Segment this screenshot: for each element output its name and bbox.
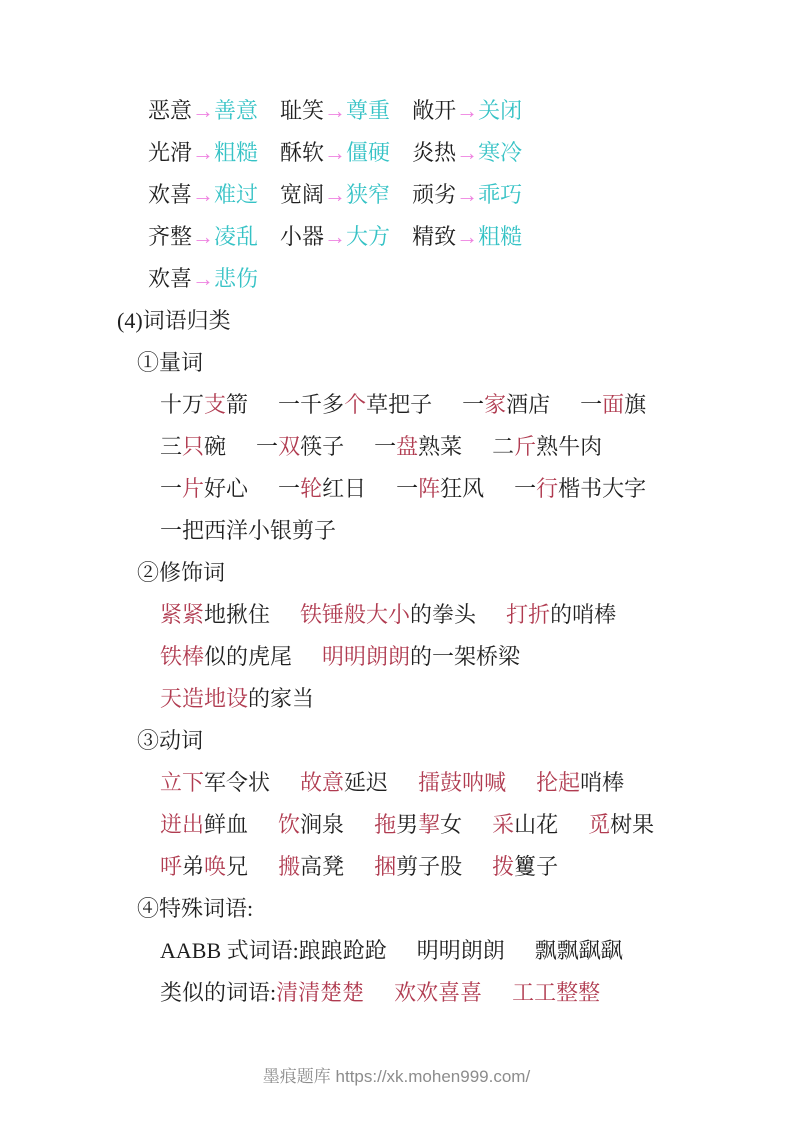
subheading-special-words <box>0 888 793 930</box>
text-segment: 酥软 <box>280 140 325 165</box>
phrase-group <box>160 510 336 552</box>
phrase-group <box>512 972 600 1014</box>
text-segment: 一 <box>396 476 419 501</box>
modifiers-line-3 <box>0 678 793 720</box>
phrase-group <box>492 804 558 846</box>
text-segment: 只 <box>182 434 205 459</box>
text-segment: 天造地设 <box>160 686 249 711</box>
text-segment: 女 <box>440 812 463 837</box>
text-segment: 难过 <box>214 182 259 207</box>
text-segment: 双 <box>278 434 301 459</box>
measure-words-line-3 <box>0 468 793 510</box>
phrase-group <box>418 762 506 804</box>
text-segment: 顽劣 <box>412 182 457 207</box>
phrase-group <box>278 468 366 510</box>
verbs-line-2 <box>0 804 793 846</box>
document-body <box>0 90 793 1014</box>
text-segment: 一 <box>374 434 397 459</box>
text-segment: 飘飘飖飖 <box>534 938 623 963</box>
text-segment: 精致 <box>412 224 457 249</box>
text-segment: 欢喜 <box>148 182 193 207</box>
text-segment: 一 <box>160 476 183 501</box>
text-segment: 山花 <box>514 812 559 837</box>
phrase-group <box>322 636 520 678</box>
measure-words-line-2 <box>0 426 793 468</box>
text-segment: ①量词 <box>137 350 204 375</box>
phrase-group <box>117 300 231 342</box>
text-segment: 似的虎尾 <box>204 644 293 669</box>
phrase-group <box>160 762 270 804</box>
text-segment: 耻笑 <box>280 98 325 123</box>
phrase-group <box>374 804 462 846</box>
text-segment: 欢喜 <box>148 266 193 291</box>
text-segment: 炎热 <box>412 140 457 165</box>
text-segment: 一把西洋小银剪子 <box>160 518 337 543</box>
phrase-group <box>580 384 646 426</box>
phrase-group <box>492 426 602 468</box>
text-segment: 熟菜 <box>418 434 463 459</box>
phrase-group <box>300 762 388 804</box>
text-segment: 工工整整 <box>512 980 601 1005</box>
text-segment: 齐整 <box>148 224 193 249</box>
text-segment: 铁锤般大小 <box>300 602 411 627</box>
special-words-line-1 <box>0 930 793 972</box>
text-segment: 二 <box>492 434 515 459</box>
text-segment: 高凳 <box>300 854 345 879</box>
text-segment: 籰子 <box>514 854 559 879</box>
text-segment: 小器 <box>280 224 325 249</box>
text-segment: AABB 式词语:踉踉跄跄 <box>160 938 387 963</box>
arrow-glyph: → <box>456 224 479 249</box>
text-segment: 哨棒 <box>580 770 625 795</box>
text-segment: 乖巧 <box>478 182 523 207</box>
antonym-row-3 <box>0 174 793 216</box>
text-segment: 唤 <box>204 854 227 879</box>
text-segment: 碗 <box>204 434 227 459</box>
text-segment: 酒店 <box>506 392 551 417</box>
text-segment: 地揪住 <box>204 602 271 627</box>
text-segment: 楷书大字 <box>558 476 647 501</box>
text-segment: 行 <box>536 476 559 501</box>
phrase-group <box>536 762 624 804</box>
text-segment: 十万 <box>160 392 205 417</box>
phrase-group <box>412 174 522 216</box>
phrase-group <box>160 636 292 678</box>
text-segment: 个 <box>344 392 367 417</box>
text-segment: 寒冷 <box>478 140 523 165</box>
phrase-group <box>148 132 258 174</box>
arrow-glyph: → <box>192 140 215 165</box>
text-segment: 一 <box>580 392 603 417</box>
text-segment: 明明朗朗 <box>322 644 411 669</box>
text-segment: 狂风 <box>440 476 485 501</box>
phrase-group <box>160 594 270 636</box>
text-segment: 善意 <box>214 98 259 123</box>
text-segment: 面 <box>602 392 625 417</box>
arrow-glyph: → <box>192 98 215 123</box>
text-segment: 恶意 <box>148 98 193 123</box>
phrase-group <box>148 216 258 258</box>
text-segment: 三 <box>160 434 183 459</box>
phrase-group <box>160 426 226 468</box>
text-segment: 觅 <box>588 812 611 837</box>
phrase-group <box>280 174 390 216</box>
phrase-group <box>278 384 432 426</box>
phrase-group <box>137 888 253 930</box>
phrase-group <box>160 930 387 972</box>
phrase-group <box>160 678 314 720</box>
text-segment: 的拳头 <box>410 602 477 627</box>
text-segment: 兄 <box>226 854 249 879</box>
text-segment: 敞开 <box>412 98 457 123</box>
text-segment: 呼 <box>160 854 183 879</box>
text-segment: 关闭 <box>478 98 523 123</box>
text-segment: 采 <box>492 812 515 837</box>
phrase-group <box>137 342 203 384</box>
phrase-group <box>160 972 364 1014</box>
phrase-group <box>280 90 390 132</box>
antonym-row-4 <box>0 216 793 258</box>
arrow-glyph: → <box>192 224 215 249</box>
arrow-glyph: → <box>456 182 479 207</box>
text-segment: 挈 <box>418 812 441 837</box>
text-segment: 的哨棒 <box>550 602 617 627</box>
text-segment: 宽阔 <box>280 182 325 207</box>
text-segment: 铁棒 <box>160 644 205 669</box>
text-segment: 男 <box>396 812 419 837</box>
text-segment: 一 <box>514 476 537 501</box>
text-segment: 狭窄 <box>346 182 391 207</box>
text-segment: 迸出 <box>160 812 205 837</box>
phrase-group <box>280 132 390 174</box>
text-segment: 片 <box>182 476 205 501</box>
text-segment: 类似的词语: <box>160 980 277 1005</box>
phrase-group <box>137 552 225 594</box>
phrase-group <box>506 594 616 636</box>
text-segment: 支 <box>204 392 227 417</box>
phrase-group <box>514 468 646 510</box>
phrase-group <box>462 384 550 426</box>
verbs-line-1 <box>0 762 793 804</box>
phrase-group <box>396 468 484 510</box>
text-segment: 树果 <box>610 812 655 837</box>
antonym-row-1 <box>0 90 793 132</box>
phrase-group <box>300 594 476 636</box>
phrase-group <box>148 258 258 300</box>
phrase-group <box>256 426 344 468</box>
arrow-glyph: → <box>456 140 479 165</box>
text-segment: 粗糙 <box>478 224 523 249</box>
text-segment: 立下 <box>160 770 205 795</box>
text-segment: 轮 <box>300 476 323 501</box>
phrase-group <box>160 468 248 510</box>
phrase-group <box>148 90 258 132</box>
text-segment: 的一架桥梁 <box>410 644 521 669</box>
phrase-group <box>160 846 248 888</box>
text-segment: 欢欢喜喜 <box>394 980 483 1005</box>
text-segment: 草把子 <box>366 392 433 417</box>
text-segment: 斤 <box>514 434 537 459</box>
text-segment: 鲜血 <box>204 812 249 837</box>
phrase-group <box>412 90 522 132</box>
text-segment: 箭 <box>226 392 249 417</box>
arrow-glyph: → <box>324 98 347 123</box>
text-segment: 筷子 <box>300 434 345 459</box>
arrow-glyph: → <box>192 266 215 291</box>
text-segment: 盘 <box>396 434 419 459</box>
text-segment: 悲伤 <box>214 266 259 291</box>
text-segment: 故意 <box>300 770 345 795</box>
measure-words-line-4 <box>0 510 793 552</box>
phrase-group <box>278 804 344 846</box>
phrase-group <box>148 174 258 216</box>
text-segment: 拖 <box>374 812 397 837</box>
phrase-group <box>412 132 522 174</box>
text-segment: 搬 <box>278 854 301 879</box>
text-segment: 家 <box>484 392 507 417</box>
arrow-glyph: → <box>324 140 347 165</box>
antonym-row-2 <box>0 132 793 174</box>
special-words-line-2 <box>0 972 793 1014</box>
phrase-group <box>160 804 248 846</box>
arrow-glyph: → <box>324 224 347 249</box>
modifiers-line-1 <box>0 594 793 636</box>
text-segment: 延迟 <box>344 770 389 795</box>
text-segment: 一 <box>278 476 301 501</box>
arrow-glyph: → <box>456 98 479 123</box>
text-segment: 好心 <box>204 476 249 501</box>
text-segment: 清清楚楚 <box>276 980 365 1005</box>
text-segment: 凌乱 <box>214 224 259 249</box>
measure-words-line-1 <box>0 384 793 426</box>
phrase-group <box>374 846 462 888</box>
text-segment: 抡起 <box>536 770 581 795</box>
phrase-group <box>137 720 203 762</box>
phrase-group <box>280 216 390 258</box>
verbs-line-3 <box>0 846 793 888</box>
text-segment: 涧泉 <box>300 812 345 837</box>
phrase-group <box>588 804 654 846</box>
subheading-measure-words <box>0 342 793 384</box>
text-segment: 弟 <box>182 854 205 879</box>
phrase-group <box>412 216 522 258</box>
phrase-group <box>535 930 623 972</box>
text-segment: 打折 <box>506 602 551 627</box>
text-segment: 光滑 <box>148 140 193 165</box>
text-segment: 僵硬 <box>346 140 391 165</box>
arrow-glyph: → <box>324 182 347 207</box>
text-segment: 拨 <box>492 854 515 879</box>
text-segment: 明明朗朗 <box>416 938 505 963</box>
text-segment: ②修饰词 <box>137 560 226 585</box>
text-segment: ③动词 <box>137 728 204 753</box>
subheading-verbs <box>0 720 793 762</box>
phrase-group <box>394 972 482 1014</box>
text-segment: 剪子股 <box>396 854 463 879</box>
antonym-row-5 <box>0 258 793 300</box>
text-segment: 军令状 <box>204 770 271 795</box>
text-segment: 大方 <box>346 224 391 249</box>
text-segment: 一千多 <box>278 392 345 417</box>
section-heading-word-categories <box>0 300 793 342</box>
text-segment: (4)词语归类 <box>117 308 231 333</box>
text-segment: 擂鼓呐喊 <box>418 770 507 795</box>
text-segment: 一 <box>462 392 485 417</box>
text-segment: 捆 <box>374 854 397 879</box>
phrase-group <box>278 846 344 888</box>
phrase-group <box>374 426 462 468</box>
text-segment: 阵 <box>418 476 441 501</box>
subheading-modifiers <box>0 552 793 594</box>
text-segment: 粗糙 <box>214 140 259 165</box>
text-segment: ④特殊词语: <box>137 896 254 921</box>
text-segment: 旗 <box>624 392 647 417</box>
phrase-group <box>160 384 248 426</box>
text-segment: 一 <box>256 434 279 459</box>
text-segment: 饮 <box>278 812 301 837</box>
arrow-glyph: → <box>192 182 215 207</box>
text-segment: 紧紧 <box>160 602 205 627</box>
phrase-group <box>417 930 505 972</box>
phrase-group <box>492 846 558 888</box>
text-segment: 红日 <box>322 476 367 501</box>
footer-site-url: 墨痕题库 https://xk.mohen999.com/ <box>262 1067 531 1086</box>
modifiers-line-2 <box>0 636 793 678</box>
text-segment: 的家当 <box>248 686 315 711</box>
text-segment: 尊重 <box>346 98 391 123</box>
text-segment: 熟牛肉 <box>536 434 603 459</box>
